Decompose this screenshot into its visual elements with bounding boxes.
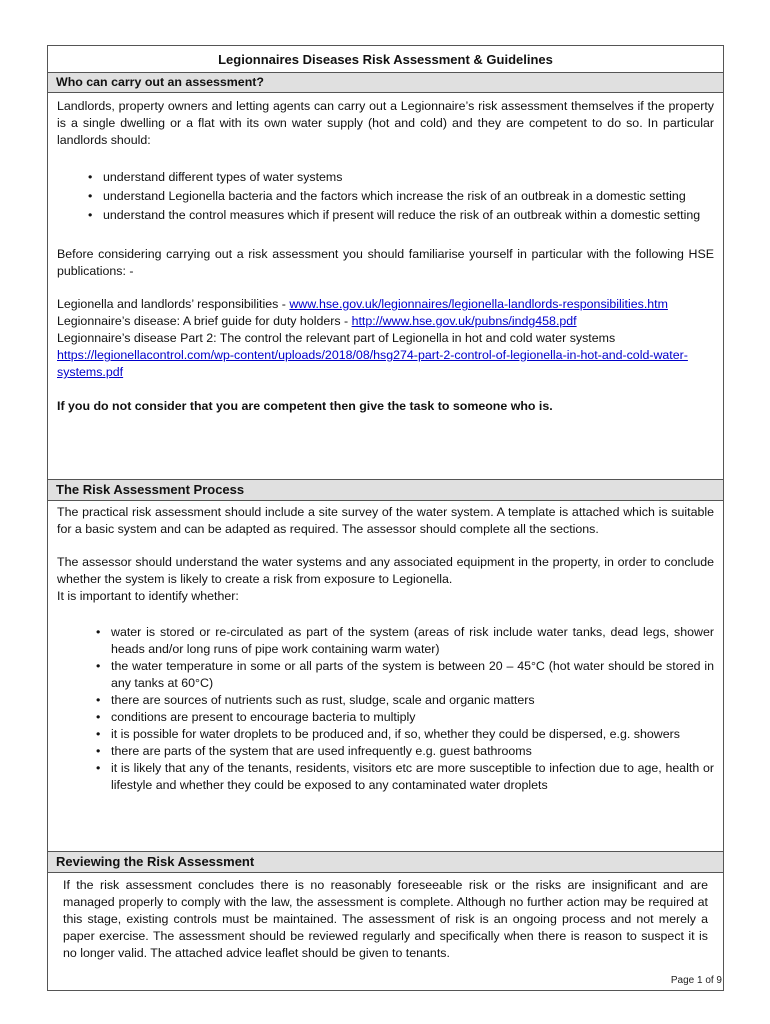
publication-1 — [57, 296, 714, 313]
page-number: Page 1 of 9 — [670, 975, 722, 986]
section-heading-who: Who can carry out an assessment? — [48, 73, 723, 93]
publication-3-title: Legionnaire’s disease Part 2: The control the relevant part of Legionella in hot and cold water systems — [57, 331, 616, 345]
publication-1-title: Legionella and landlords’ responsibilities - — [57, 297, 290, 311]
list-item: • it is possible for water droplets to be produced and, if so, whether they could be dispersed, e.g. showers — [111, 726, 714, 743]
list-item: • the water temperature in some or all parts of the system is between 20 – 45°C (hot water should be stored in any tanks at 60°C) — [111, 658, 714, 692]
review-paragraph: If the risk assessment concludes there is no reasonably foreseeable risk or the risks are insignificant and are managed properly to comply with the law, the assessment is complete. Although no further action may be required at this stage, existing controls must be maintained. The assessment of risk is an ongoing process and not merely a paper exercise. The assessment should be reviewed regularly and specifically when there is reason to suspect it is no longer valid. The attached advice leaflet should be given to tenants. — [63, 878, 708, 960]
list-item: • there are parts of the system that are used infrequently e.g. guest bathrooms — [111, 743, 714, 760]
competence-list — [103, 169, 714, 224]
publication-3-link[interactable]: https://legionellacontrol.com/wp-content/uploads/2018/08/hsg274-part-2-control-of-legionella-in-hot-and-cold-water- systems.pdf — [57, 348, 688, 379]
list-item: • water is stored or re-circulated as part of the system (areas of risk include water tanks, dead legs, shower heads and/or long runs of pipe work containing warm water) — [111, 624, 714, 658]
section-body-who — [48, 93, 723, 480]
list-item: • understand the control measures which if present will reduce the risk of an outbreak within a domestic setting — [103, 207, 714, 224]
list-item: • there are sources of nutrients such as rust, sludge, scale and organic matters — [111, 692, 714, 709]
process-paragraph-1: The practical risk assessment should include a site survey of the water system. A template is attached which is suitable for a basic system and can be adapted as required. The assessor should complete all the sections. — [57, 505, 714, 536]
document-table — [47, 45, 724, 991]
publication-1-link[interactable]: www.hse.gov.uk/legionnaires/legionella-landlords-responsibilities.htm — [289, 297, 668, 311]
publications-intro: Before considering carrying out a risk assessment you should familiarise yourself in particular with the following HSE publications: - — [57, 247, 714, 278]
section-body-review — [48, 873, 723, 990]
document-title: Legionnaires Diseases Risk Assessment & Guidelines — [48, 46, 723, 73]
list-item: • understand different types of water systems — [103, 169, 714, 186]
risk-factors-list — [111, 624, 714, 794]
section-heading-process: The Risk Assessment Process — [48, 480, 723, 501]
list-item: • conditions are present to encourage bacteria to multiply — [111, 709, 714, 726]
intro-paragraph: Landlords, property owners and letting agents can carry out a Legionnaire’s risk assessment themselves if the property is a single dwelling or a flat with its own water supply (hot and cold) and they are competent to do so. In particular landlords should: — [57, 99, 714, 147]
competence-note: If you do not consider that you are competent then give the task to someone who is. — [57, 399, 553, 413]
list-item: • it is likely that any of the tenants, residents, visitors etc are more susceptible to infection due to age, health or lifestyle and whether they could be exposed to any contaminated water droplets — [111, 760, 714, 794]
publication-2 — [57, 313, 714, 330]
section-body-process — [48, 501, 723, 852]
publication-2-title: Legionnaire’s disease: A brief guide for duty holders - — [57, 314, 352, 328]
process-paragraph-3: It is important to identify whether: — [57, 589, 239, 603]
section-heading-review: Reviewing the Risk Assessment — [48, 852, 723, 873]
publication-3 — [57, 330, 714, 381]
list-item: • understand Legionella bacteria and the factors which increase the risk of an outbreak in a domestic setting — [103, 188, 714, 205]
process-paragraph-2: The assessor should understand the water systems and any associated equipment in the property, in order to conclude whether the system is likely to create a risk from exposure to Legionella. — [57, 555, 714, 586]
publication-2-link[interactable]: http://www.hse.gov.uk/pubns/indg458.pdf — [351, 314, 577, 328]
